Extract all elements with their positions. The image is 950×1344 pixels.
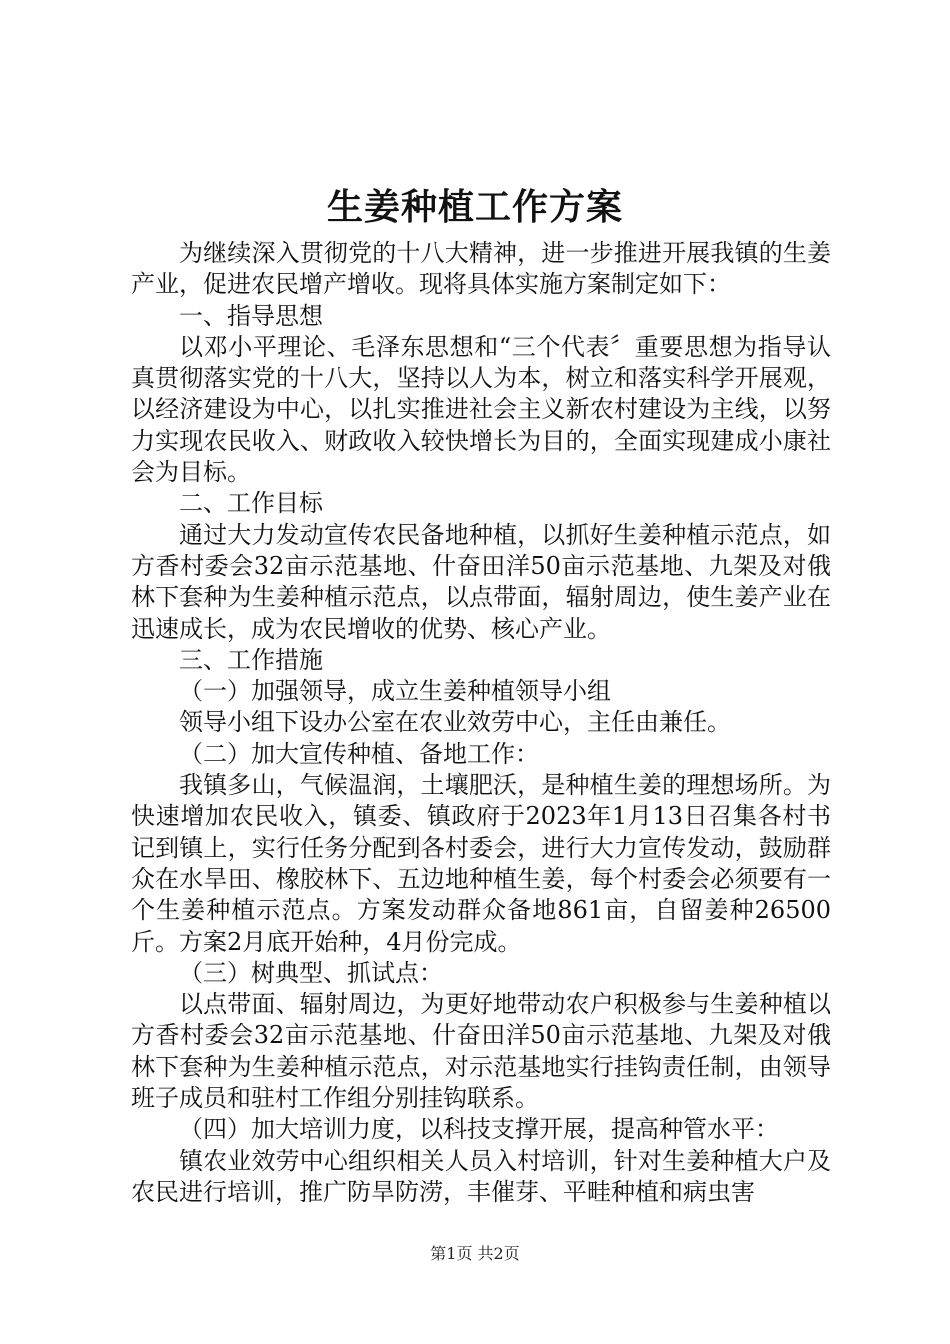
- section-heading-work-measures: 三、工作措施: [179, 645, 323, 674]
- intro-paragraph: 为继续深入贯彻党的十八大精神，进一步推进开展我镇的生姜产业，促进农民增产增收。现将具体实施方案制定如下：: [131, 239, 831, 299]
- section-heading-work-goals: 二、工作目标: [179, 489, 323, 518]
- subsection-heading-publicity: （二）加大宣传种植、备地工作：: [179, 739, 539, 768]
- pilot-sites-paragraph: 以点带面、辐射周边，为更好地带动农户积极参与生姜种植以方香村委会32亩示范基地、什奋田洋50亩示范基地、九架及对俄林下套种为生姜种植示范点，对示范基地实行挂钩责任制，由领导班子成员和驻村工作组分别挂钩联系。: [131, 990, 831, 1113]
- leadership-paragraph: 领导小组下设办公室在农业效劳中心，主任由兼任。: [179, 708, 731, 737]
- work-goals-paragraph: 通过大力发动宣传农民备地种植，以抓好生姜种植示范点，如方香村委会32亩示范基地、什奋田洋50亩示范基地、九架及对俄林下套种为生姜种植示范点，以点带面，辐射周边，使生姜产业在迅速成长，成为农民增收的优势、核心产业。: [131, 520, 831, 643]
- document-title: 生姜种植工作方案: [326, 186, 623, 228]
- subsection-heading-training: （四）加大培训力度，以科技支撑开展，提高种管水平：: [179, 1115, 779, 1144]
- publicity-paragraph: 我镇多山，气候温润，土壤肥沃，是种植生姜的理想场所。为快速增加农民收入，镇委、镇政府于2023年1月13日召集各村书记到镇上，实行任务分配到各村委会，进行大力宣传发动，鼓励群众在水旱田、橡胶林下、五边地种植生姜，每个村委会必须要有一个生姜种植示范点。方案发动群众备地861亩，自留姜种26500斤。方案2月底开始种，4月份完成。: [131, 771, 831, 956]
- subsection-heading-pilot-sites: （三）树典型、抓试点：: [179, 958, 443, 987]
- document-body: [131, 238, 831, 1208]
- guiding-ideology-paragraph: 以邓小平理论、毛泽东思想和“三个代表〞重要思想为指导认真贯彻落实党的十八大，坚持以人为本，树立和落实科学开展观，以经济建设为中心，以扎实推进社会主义新农村建设为主线，以努力实现农民收入、财政收入较快增长为目的，全面实现建成小康社会为目标。: [131, 332, 831, 487]
- training-paragraph: 镇农业效劳中心组织相关人员入村培训，针对生姜种植大户及农民进行培训，推广防旱防涝，丰催芽、平畦种植和病虫害: [131, 1146, 831, 1206]
- section-heading-guiding-ideology: 一、指导思想: [179, 301, 323, 330]
- subsection-heading-leadership: （一）加强领导，成立生姜种植领导小组: [179, 677, 611, 706]
- page-number-footer: 第1页 共2页: [430, 1244, 520, 1263]
